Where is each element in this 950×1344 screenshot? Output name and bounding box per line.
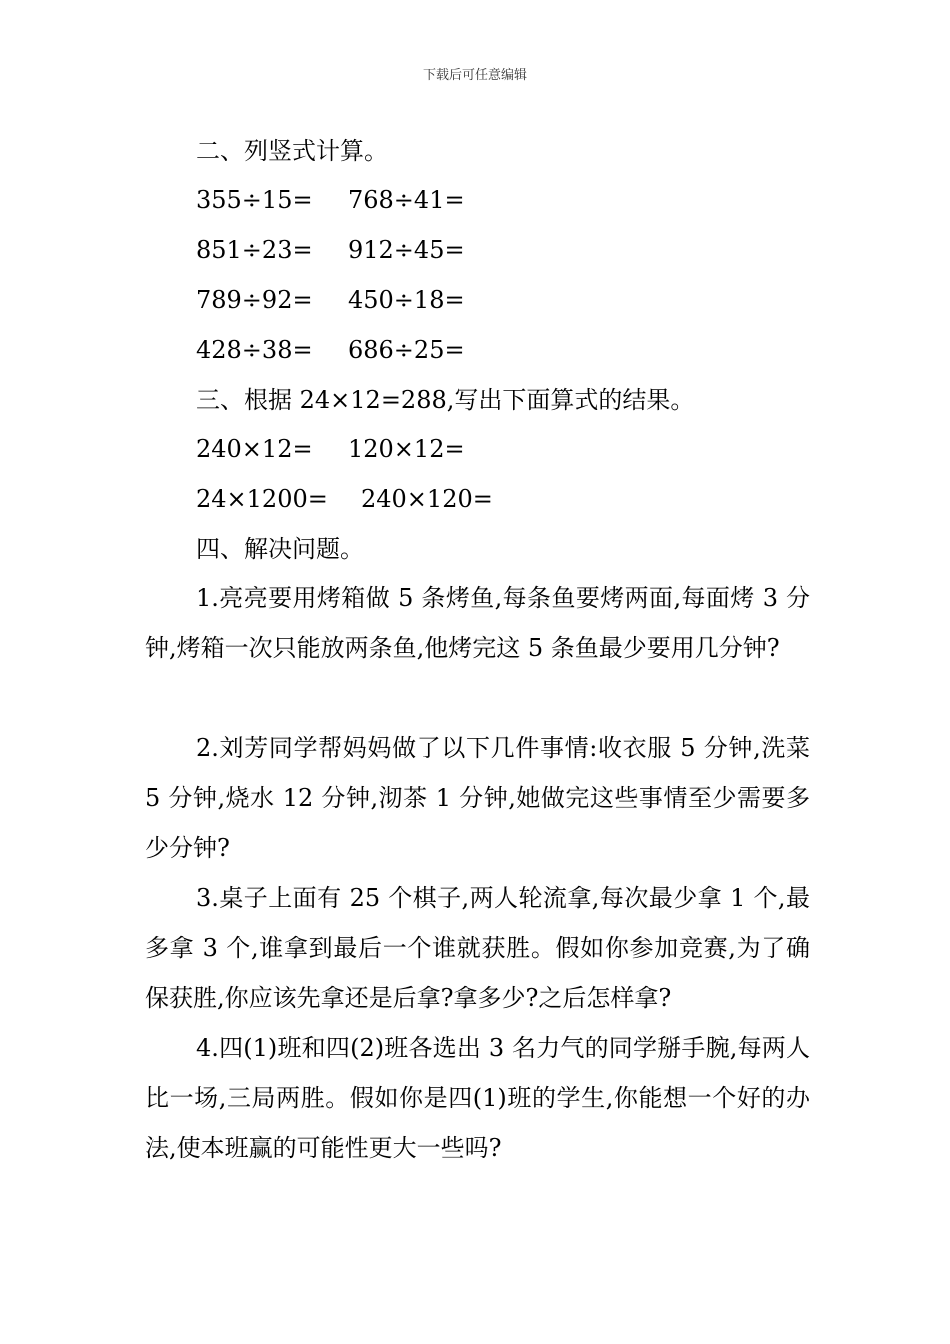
calc-item: 355÷15= <box>196 186 313 214</box>
calc-item: 789÷92= <box>196 286 313 314</box>
problem-1: 1.亮亮要用烤箱做 5 条烤鱼,每条鱼要烤两面,每面烤 3 分钟,烤箱一次只能放两条鱼,他烤完这 5 条鱼最少要用几分钟? <box>145 584 810 662</box>
calc-item: 240×120= <box>361 485 493 513</box>
calc-item: 24×1200= <box>196 485 328 513</box>
problem-4: 4.四(1)班和四(2)班各选出 3 名力气的同学掰手腕,每两人比一场,三局两胜。假如你是四(1)班的学生,你能想一个好的办法,使本班赢的可能性更大一些吗? <box>145 1034 810 1162</box>
calc-item: 240×12= <box>196 435 313 463</box>
calc-item: 428÷38= <box>196 336 313 364</box>
calc-item: 912÷45= <box>348 236 465 264</box>
section-4-title: 四、解决问题。 <box>196 535 364 563</box>
section-3-title: 三、根据 24×12=288,写出下面算式的结果。 <box>196 386 695 414</box>
problem-3: 3.桌子上面有 25 个棋子,两人轮流拿,每次最少拿 1 个,最多拿 3 个,谁拿到最后一个谁就获胜。假如你参加竞赛,为了确保获胜,你应该先拿还是后拿?拿多少?之后怎样拿? <box>145 884 810 1012</box>
section-2-title: 二、列竖式计算。 <box>196 137 388 165</box>
calc-item: 686÷25= <box>348 336 465 364</box>
calc-item: 450÷18= <box>348 286 465 314</box>
calc-item: 851÷23= <box>196 236 313 264</box>
page-header: 下载后可任意编辑 <box>422 68 527 83</box>
problem-2: 2.刘芳同学帮妈妈做了以下几件事情:收衣服 5 分钟,洗菜 5 分钟,烧水 12 分钟,沏茶 1 分钟,她做完这些事情至少需要多少分钟? <box>145 734 810 862</box>
calc-item: 768÷41= <box>348 186 465 214</box>
calc-item: 120×12= <box>348 435 465 463</box>
